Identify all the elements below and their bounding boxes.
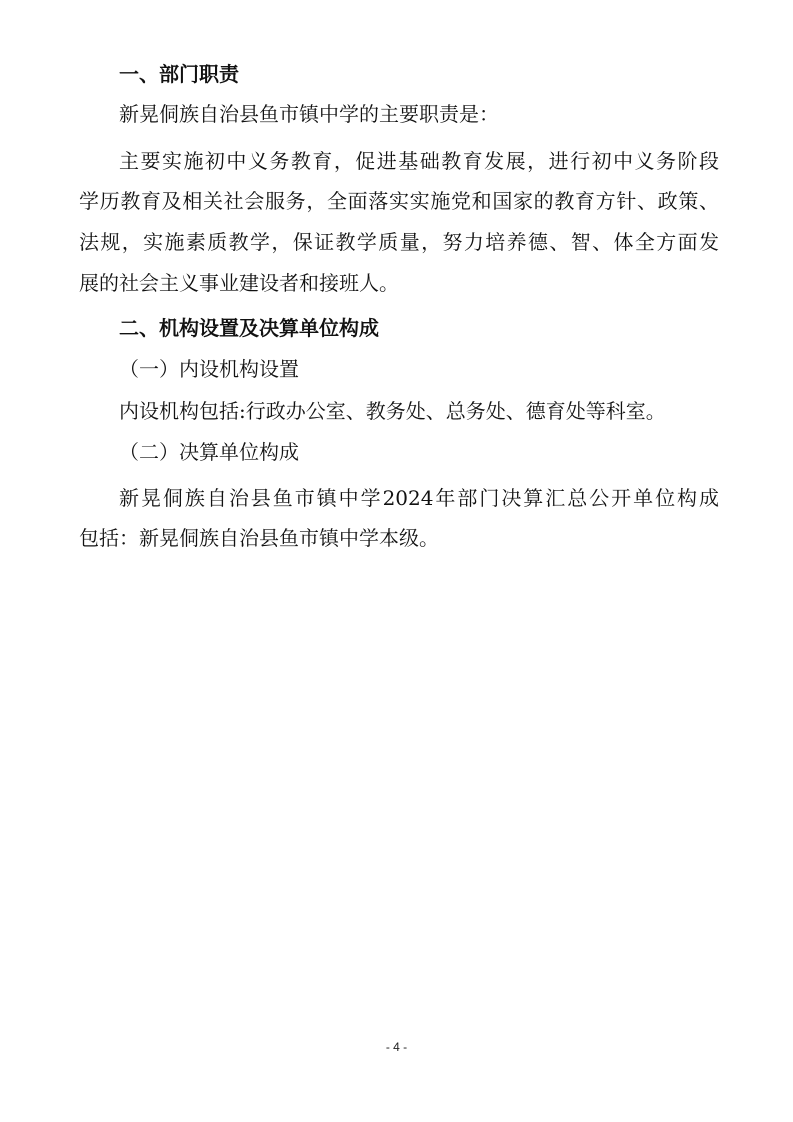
duties-paragraph-line: 展的社会主义事业建设者和接班人。 bbox=[79, 271, 399, 295]
duties-intro: 新晃侗族自治县鱼市镇中学的主要职责是： bbox=[119, 102, 499, 126]
duties-paragraph-line: 主要实施初中义务教育，促进基础教育发展，进行初中义务阶段 bbox=[119, 149, 719, 173]
duties-paragraph-line: 法规，实施素质教学，保证教学质量，努力培养德、智、体全方面发 bbox=[79, 230, 719, 254]
section-heading-organization: 二、机构设置及决算单位构成 bbox=[119, 316, 379, 340]
page-number: - 4 - bbox=[385, 1040, 408, 1054]
subsection-title-accounting-units: （二）决算单位构成 bbox=[119, 440, 299, 464]
duties-paragraph-line: 学历教育及相关社会服务，全面落实实施党和国家的教育方针、政策、 bbox=[79, 189, 719, 213]
section-heading-department-duties: 一、部门职责 bbox=[119, 62, 239, 86]
accounting-units-line: 包括：新晃侗族自治县鱼市镇中学本级。 bbox=[79, 526, 439, 550]
subsection-title-internal-structure: （一）内设机构设置 bbox=[119, 357, 299, 381]
accounting-units-line: 新晃侗族自治县鱼市镇中学2024年部门决算汇总公开单位构成 bbox=[119, 486, 719, 510]
internal-structure-text: 内设机构包括:行政办公室、教务处、总务处、德育处等科室。 bbox=[119, 399, 666, 423]
